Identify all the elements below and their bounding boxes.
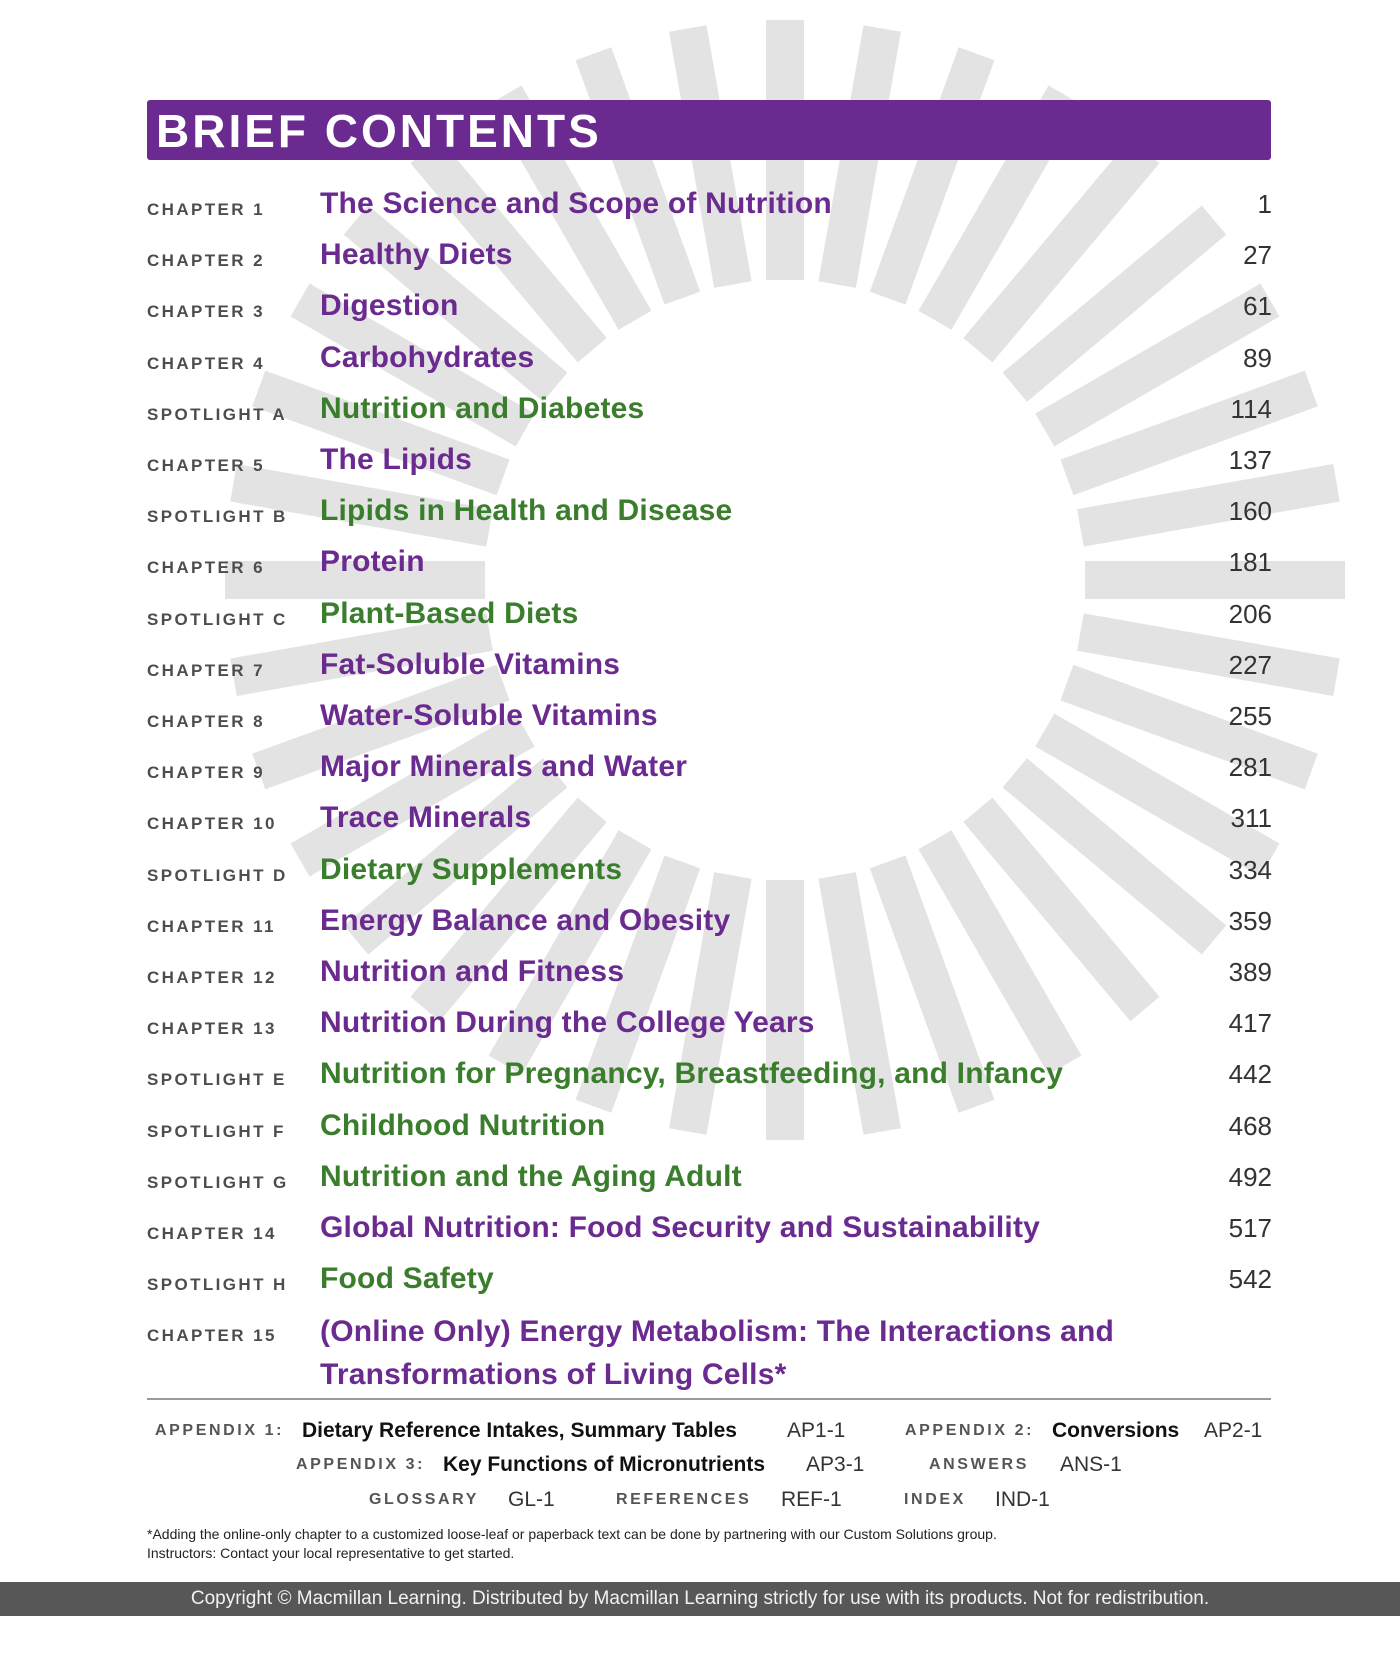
appendix-2-label: APPENDIX 2: — [905, 1422, 1035, 1439]
toc-row[interactable] — [0, 235, 1400, 286]
toc-page-number: 517 — [1228, 1213, 1272, 1243]
toc-label: SPOTLIGHT F — [147, 1121, 286, 1141]
toc-page-number: 114 — [1230, 393, 1272, 424]
appendix-2-title[interactable]: Conversions — [1052, 1419, 1180, 1442]
toc-page-number: 181 — [1228, 547, 1272, 578]
toc-page-number: 281 — [1228, 752, 1272, 783]
toc-page-number: 27 — [1243, 240, 1272, 271]
toc-label: CHAPTER 4 — [147, 353, 265, 373]
appendix-line-2 — [0, 1450, 1400, 1480]
toc-page-number: 1 — [1257, 189, 1272, 219]
toc-row[interactable] — [0, 1259, 1400, 1310]
references-page: REF-1 — [781, 1488, 842, 1511]
toc-title[interactable]: The Science and Scope of Nutrition — [320, 187, 832, 220]
toc-title[interactable]: Digestion — [320, 289, 459, 323]
answers-page: ANS-1 — [1060, 1453, 1122, 1476]
toc-page-number: 492 — [1228, 1161, 1272, 1192]
appendix-3-title[interactable]: Key Functions of Micronutrients — [443, 1453, 766, 1476]
toc-label: CHAPTER 6 — [147, 558, 265, 578]
toc-row[interactable] — [0, 798, 1400, 849]
toc-label: SPOTLIGHT G — [147, 1172, 289, 1192]
toc-label: SPOTLIGHT E — [147, 1070, 287, 1090]
appendix-1-page: AP1-1 — [787, 1419, 846, 1442]
toc-label: CHAPTER 10 — [147, 814, 277, 834]
toc-label: SPOTLIGHT A — [147, 404, 288, 424]
toc-row[interactable] — [0, 542, 1400, 593]
toc-title[interactable]: Water-Soluble Vitamins — [320, 699, 658, 732]
toc-title[interactable]: Major Minerals and Water — [320, 750, 688, 784]
toc-title[interactable]: Childhood Nutrition — [320, 1108, 606, 1142]
appendix-1-title[interactable]: Dietary Reference Intakes, Summary Tables — [302, 1419, 737, 1442]
toc-label: CHAPTER 7 — [147, 660, 265, 680]
toc-row[interactable] — [0, 491, 1400, 542]
appendix-line-3 — [0, 1485, 1400, 1515]
toc-row[interactable] — [0, 594, 1400, 645]
toc-title[interactable]: Dietary Supplements — [320, 852, 623, 886]
toc-row[interactable] — [0, 440, 1400, 491]
toc-row[interactable] — [0, 952, 1400, 1003]
toc-page-number: 417 — [1228, 1008, 1272, 1039]
toc-row[interactable] — [0, 645, 1400, 696]
toc-page-number: 334 — [1228, 854, 1272, 885]
toc-page-number: 61 — [1243, 291, 1272, 322]
index-label[interactable]: INDEX — [904, 1491, 966, 1508]
toc-row[interactable] — [0, 1310, 1400, 1400]
toc-page-number: 359 — [1228, 905, 1272, 936]
toc-row[interactable] — [0, 850, 1400, 901]
toc-label: CHAPTER 8 — [147, 712, 265, 731]
toc-row[interactable] — [0, 1054, 1400, 1105]
toc-label: CHAPTER 13 — [147, 1019, 277, 1039]
toc-title[interactable]: (Online Only) Energy Metabolism: The Interactions and Transformations of Living Cells* — [320, 1315, 1115, 1392]
toc-label: CHAPTER 3 — [147, 302, 265, 322]
toc-title[interactable]: Nutrition and Fitness — [320, 955, 625, 988]
appendix-3-page: AP3-1 — [806, 1453, 865, 1476]
toc-page-number: 89 — [1243, 342, 1272, 373]
toc-title[interactable]: Fat-Soluble Vitamins — [320, 647, 621, 681]
appendix-2-page: AP2-1 — [1204, 1419, 1263, 1442]
appendix-line-1 — [0, 1416, 1400, 1446]
toc-row[interactable] — [0, 338, 1400, 389]
toc-title[interactable]: The Lipids — [320, 443, 472, 476]
toc-row[interactable] — [0, 747, 1400, 798]
toc-label: CHAPTER 1 — [147, 200, 265, 219]
copyright-footer — [0, 1582, 1400, 1616]
toc-label: CHAPTER 9 — [147, 763, 265, 783]
glossary-page: GL-1 — [508, 1488, 555, 1511]
toc-row[interactable] — [0, 389, 1400, 440]
toc-row[interactable] — [0, 1106, 1400, 1157]
toc-title[interactable]: Food Safety — [320, 1262, 494, 1296]
divider — [147, 1398, 1271, 1400]
toc-row[interactable] — [0, 1157, 1400, 1208]
toc-title[interactable]: Carbohydrates — [320, 340, 535, 374]
toc-label: CHAPTER 2 — [147, 251, 265, 271]
answers-label[interactable]: ANSWERS — [929, 1456, 1029, 1473]
appendix-1-label: APPENDIX 1: — [155, 1422, 285, 1439]
toc-title[interactable]: Nutrition During the College Years — [320, 1006, 815, 1040]
toc-title[interactable]: Protein — [320, 545, 425, 579]
toc-row[interactable] — [0, 901, 1400, 952]
toc-row[interactable] — [0, 286, 1400, 337]
toc-row[interactable] — [0, 1208, 1400, 1259]
toc-page-number: 442 — [1228, 1059, 1272, 1090]
toc-title[interactable]: Nutrition and Diabetes — [320, 391, 645, 425]
toc-page-number: 206 — [1228, 598, 1272, 629]
toc-page-number: 389 — [1228, 957, 1272, 987]
toc-label: SPOTLIGHT H — [147, 1275, 288, 1295]
toc-label: CHAPTER 14 — [147, 1224, 277, 1243]
toc-label: SPOTLIGHT D — [147, 865, 288, 885]
toc-page-number: 542 — [1228, 1264, 1272, 1295]
footnote-line-1: *Adding the online-only chapter to a customized loose-leaf or paperback text can be done by partnering with our Custom Solutions group. — [147, 1526, 997, 1542]
toc-label: CHAPTER 12 — [147, 968, 277, 987]
toc-label: CHAPTER 15 — [147, 1326, 277, 1346]
toc-title[interactable]: Energy Balance and Obesity — [320, 903, 731, 937]
toc-label: SPOTLIGHT C — [147, 609, 288, 629]
references-label[interactable]: REFERENCES — [616, 1491, 752, 1508]
toc-page-number: 255 — [1228, 701, 1272, 731]
toc-page-number: 227 — [1228, 649, 1272, 680]
toc-title[interactable]: Trace Minerals — [320, 801, 532, 835]
toc-title[interactable]: Nutrition and the Aging Adult — [320, 1159, 742, 1193]
copyright-text: Copyright © Macmillan Learning. Distributed by Macmillan Learning strictly for use with its products. Not for redistribution. — [190, 1588, 1210, 1609]
toc-title[interactable]: Lipids in Health and Disease — [320, 494, 733, 528]
toc-page-number: 468 — [1228, 1110, 1272, 1141]
toc-title[interactable]: Plant-Based Diets — [320, 596, 579, 630]
footnote-line-2: Instructors: Contact your local representative to get started. — [147, 1545, 515, 1561]
toc-row[interactable] — [0, 1003, 1400, 1054]
toc-title[interactable]: Healthy Diets — [320, 238, 513, 272]
toc-label: CHAPTER 5 — [147, 456, 265, 475]
page-title: BRIEF CONTENTS — [156, 105, 602, 157]
footnote — [147, 1525, 1277, 1563]
toc-title[interactable]: Nutrition for Pregnancy, Breastfeeding, and Infancy — [320, 1057, 1064, 1091]
glossary-label[interactable]: GLOSSARY — [369, 1491, 479, 1508]
appendix-3-label: APPENDIX 3: — [296, 1456, 426, 1473]
index-page: IND-1 — [995, 1488, 1050, 1511]
toc-label: CHAPTER 11 — [147, 916, 276, 936]
toc-page-number: 137 — [1228, 445, 1272, 475]
toc-page-number: 160 — [1228, 496, 1272, 527]
toc-row[interactable] — [0, 184, 1400, 235]
toc-row[interactable] — [0, 696, 1400, 747]
toc-page-number: 311 — [1230, 803, 1272, 834]
toc-label: SPOTLIGHT B — [147, 507, 288, 527]
toc-title[interactable]: Global Nutrition: Food Security and Sustainability — [320, 1211, 1041, 1244]
